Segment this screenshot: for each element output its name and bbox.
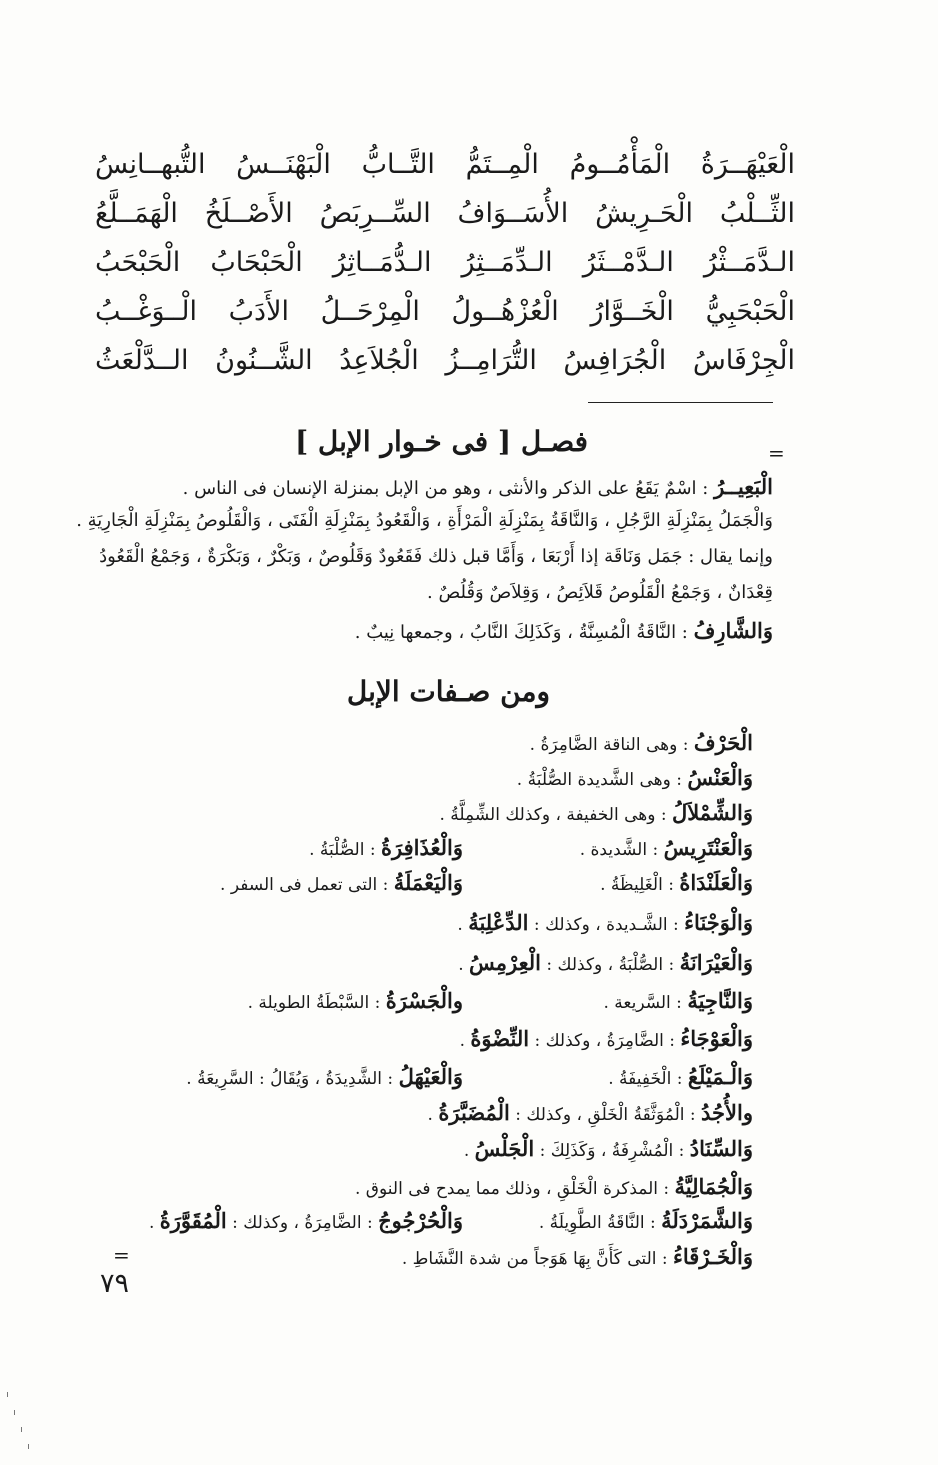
headword: وَالْعَنْتَرِيسُ: [663, 835, 753, 860]
word: السِّــرِبَصُ: [319, 198, 431, 229]
entry: [460, 1026, 753, 1051]
word: الـدَّمَــثْرُ: [703, 247, 795, 278]
entry: [186, 1064, 463, 1089]
definition: : اسْمٌ يَقَعُ على الذكر والأنثى ، وهو من الإبل بمنزلة الإنسان فى الناس .: [182, 478, 715, 499]
equals-mark: =: [113, 1243, 130, 1267]
entry: [439, 800, 753, 825]
definition: : وهى الناقة الضَّامِرَةُ .: [529, 735, 694, 755]
word: الـدِّمَــثِرُ: [461, 247, 553, 278]
entry: [402, 1244, 753, 1269]
headword: والأُجُدُ: [701, 1100, 753, 1125]
headword: الْمُقَوَّرَةُ: [159, 1208, 227, 1233]
page-number: ٧٩: [100, 1268, 130, 1299]
entry: [457, 910, 753, 935]
entry: [580, 835, 753, 860]
word: الْعُزْهُــولُ: [451, 296, 559, 327]
definition: .: [457, 915, 469, 935]
entry: [517, 765, 753, 790]
entry: [600, 870, 753, 895]
entry: [539, 1208, 753, 1233]
word: الـدُّمَــاثِرُ: [332, 247, 432, 278]
section-title: فصـل [ فى خـوار الإبل ]: [294, 425, 588, 458]
entry: [428, 1100, 753, 1125]
headword: وَالْحُرْجُوجُ: [378, 1208, 463, 1233]
entry: [220, 870, 463, 895]
entry: [608, 1064, 753, 1089]
word-row: [95, 238, 795, 287]
paragraph: [183, 474, 773, 499]
definition: وإنما يقال : جَمَل وَنَاقَة إذا أَرْبَعَا ، وَأَمَّا قبل ذلك فَقَعُودٌ وَقَلُوصٌ ، وَبَكْرٌ ، وَبَكْرَةٌ ، وَجَمْعُ الْقَعُودُ: [99, 546, 773, 567]
definition: قِعْدَانٌ ، وَجَمْعُ الْقَلُوصُ قَلاَئِصُ ، وَقِلاَصٌ وَقُلُصٌ .: [427, 582, 773, 603]
paragraph: [76, 510, 773, 531]
definition: .: [459, 1031, 471, 1051]
entry: [464, 1136, 753, 1161]
headword: وَالْعَوْجَاءُ: [680, 1026, 753, 1051]
scan-mark: [7, 1392, 8, 1397]
definition: : التى كَأَنَّ بِهَا هَوَجاً من شدة النَّشَاطِ .: [401, 1249, 674, 1269]
definition: .: [458, 955, 470, 975]
headword: وَالنَّاجِيَةُ: [687, 988, 753, 1013]
word: الأُسَــوَافُ: [457, 198, 569, 229]
definition: : التى تعمل فى السفر .: [220, 875, 394, 895]
definition: : الْخَفِيفَةُ .: [608, 1069, 688, 1089]
headword: الدِّعْلِبَةُ: [468, 910, 529, 935]
definition: : الشَّـديدة ، وكذلك :: [528, 915, 685, 935]
definition: : النَّاقَةُ الطَّوِيلَةُ .: [538, 1213, 662, 1233]
headword: وَالشَّمَرْدَلَةُ: [661, 1208, 753, 1233]
word: الْحَبْحَبِيُّ: [705, 296, 795, 327]
word: الْجِرْفَاسُ: [692, 345, 795, 376]
headword: الْجَلْسُ: [474, 1136, 535, 1161]
definition: : الْمُشْرِفَةُ ، وَكَذَلِكَ :: [534, 1141, 690, 1161]
definition: .: [148, 1213, 160, 1233]
definition: : السَّريعة .: [603, 993, 688, 1013]
scan-mark: [28, 1444, 29, 1449]
definition: : الضَّامِرَةُ ، وكذلك :: [226, 1213, 379, 1233]
entry: [355, 1174, 753, 1199]
word: التَّــابُّ: [361, 149, 435, 180]
definition: : الشَّديدة .: [579, 840, 664, 860]
footnote-rule: [588, 402, 773, 403]
entry: [603, 988, 753, 1013]
word: الْمِرْحَــلُ: [320, 296, 420, 327]
word: الْــوَغْــبُ: [95, 296, 197, 327]
word-grid: [95, 140, 795, 385]
entry: [149, 1208, 463, 1233]
headword: الْمُضَبَّرَةُ: [438, 1100, 510, 1125]
word: الشَّــنُونُ: [215, 345, 313, 376]
entry: [309, 835, 463, 860]
definition: : الصُّلْبَةُ .: [309, 840, 381, 860]
headword: وَالشِّمْلاَلُ: [671, 800, 753, 825]
word: التُّرَامِــزُ: [445, 345, 537, 376]
word: الْبَهْنَــسُ: [236, 149, 331, 180]
definition: : الْغَلِيظَةُ .: [600, 875, 680, 895]
entry: [530, 730, 753, 755]
scan-mark: [21, 1427, 22, 1432]
headword: وَالْـمَيْلَعُ: [687, 1064, 753, 1089]
word: الْهَمَــلَّعُ: [95, 198, 178, 229]
headword: وَالْوَجْنَاءُ: [684, 910, 753, 935]
word: التُّبهــانِسُ: [95, 149, 206, 180]
definition: .: [463, 1141, 475, 1161]
definition: وَالْجَمَلُ بِمَنْزِلَةِ الرَّجُلِ ، وَالنَّاقَةُ بِمَنْزِلَةِ الْمَرْأَةِ ، وَالْقَعُودُ بِمَنْزِلَةِ الْفَتَى ، وَالْقَلُوصُ بِمَنْزِلَةِ الْجَارِيَةِ .: [76, 510, 773, 531]
word: الأَصْــلَخُ: [204, 198, 293, 229]
word: الْحَـرِيشُ: [595, 198, 694, 229]
definition: : الضَّامِرَةُ ، وكذلك :: [529, 1031, 681, 1051]
definition: : النَّاقَةُ الْمُسِنَّةُ ، وَكَذَلِكَ النَّابُ ، وجمعها نِيبٌ .: [354, 622, 694, 643]
word: الــدَّلْعَثُ: [95, 345, 189, 376]
scan-mark: [14, 1410, 15, 1415]
word: الْحَبْحَبُ: [95, 247, 181, 278]
word: الْحَبْحَابُ: [210, 247, 303, 278]
headword: وَالْعَلَنْدَاةُ: [679, 870, 753, 895]
word: الْمَأْمُــومُ: [569, 149, 671, 180]
word: الْعَيْهَــرَةُ: [700, 149, 795, 180]
definition: : الْمُوَثَّقَةُ الْخَلْقِ ، وكذلك :: [509, 1105, 702, 1125]
word-row: [95, 336, 795, 385]
word: الأَدَبُ: [228, 296, 289, 327]
definition: : المذكرة الْخَلْقِ ، وذلك مما يمدح فى النوق .: [355, 1179, 675, 1199]
word: الْمِــتَمُّ: [465, 149, 539, 180]
headword: والْجَسْرَةُ: [385, 988, 463, 1013]
definition: : الصُّلْبَةُ ، وكذلك :: [541, 955, 680, 975]
entry: [458, 950, 753, 975]
definition: : الشَّدِيدَةُ ، وَيُقَالُ : السَّرِيعَةُ .: [186, 1069, 399, 1089]
headword: الْعِرْمِسُ: [469, 950, 541, 975]
equals-mark: =: [768, 441, 785, 465]
headword: الْبَعِيــرُ: [714, 474, 773, 499]
paragraph: [99, 546, 773, 567]
paragraph: [355, 618, 773, 643]
word: الْخَــوَّارُ: [590, 296, 674, 327]
headword: النِّضْوَةُ: [470, 1026, 530, 1051]
word: الْجُلاَعِدُ: [339, 345, 419, 376]
headword: الْحَرْفُ: [693, 730, 753, 755]
headword: وَالْجُمَالِيَّةُ: [674, 1174, 753, 1199]
definition: .: [427, 1105, 439, 1125]
headword: وَالْخَـرْقَاءُ: [673, 1244, 753, 1269]
word: الثِّــلْبُ: [719, 198, 795, 229]
headword: وَالشَّارِفُ: [693, 618, 773, 643]
word-row: [95, 189, 795, 238]
headword: وَالْيَعْمَلَةُ: [393, 870, 463, 895]
paragraph: [427, 582, 773, 603]
headword: وَالْعَيْرَانَةُ: [679, 950, 753, 975]
entry: [248, 988, 463, 1013]
word-row: [95, 140, 795, 189]
definition: : السَّبْطَةُ الطويلة .: [247, 993, 386, 1013]
word-row: [95, 287, 795, 336]
word: الـدَّمْــثَرُ: [582, 247, 674, 278]
headword: وَالْعُذَافِرَةُ: [381, 835, 463, 860]
headword: وَالسِّنَادُ: [689, 1136, 753, 1161]
word: الْجُرَافِسُ: [563, 345, 667, 376]
headword: وَالْعَيْهَلُ: [398, 1064, 463, 1089]
definition: : وهى الخفيفة ، وكذلك الشِّمِلَّةُ .: [439, 805, 672, 825]
section-title: ومن صـفات الإبل: [346, 675, 550, 708]
definition: : وهى الشَّديدة الصُّلْبَةُ .: [516, 770, 688, 790]
headword: وَالْعَنْسُ: [687, 765, 753, 790]
